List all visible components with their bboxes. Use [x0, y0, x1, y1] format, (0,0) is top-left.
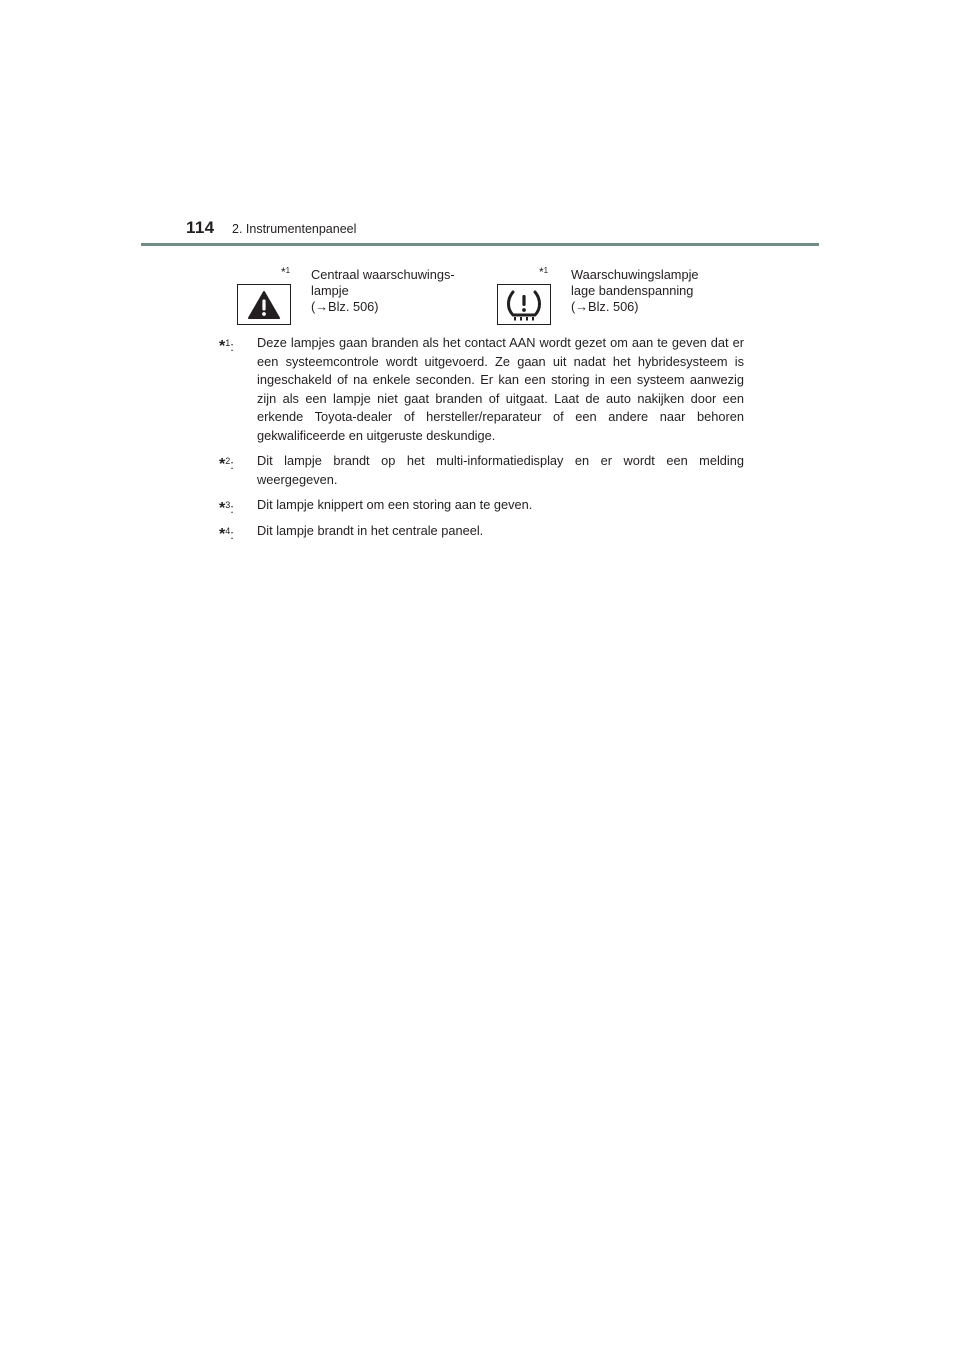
header-rule — [141, 243, 819, 246]
footnote-4 — [219, 522, 744, 541]
footnote-text: Dit lampje brandt op het multi-informatiedisplay en er wordt een melding weergegeven. — [257, 453, 744, 487]
footnote-1 — [219, 334, 744, 445]
footnote-marker: *$^4$: — [219, 525, 234, 543]
chapter-title: 2. Instrumentenpaneel — [232, 222, 357, 236]
footnote-marker: *$^1$: — [219, 338, 234, 355]
lamp-entry-tire-pressure — [497, 264, 747, 330]
page-reference: (→Blz. 506) — [311, 299, 379, 314]
tire-pressure-warning-icon — [497, 284, 551, 325]
footnote-marker: *$^2$: — [219, 456, 234, 473]
footnote-3 — [219, 496, 744, 515]
page-reference: (→Blz. 506) — [571, 299, 639, 314]
footnote-text: Deze lampjes gaan branden als het contact AAN wordt gezet om aan te geven dat er een systeemcontrole wordt uitgevoerd. Ze gaan uit nadat het hybridesysteem is ingeschakeld of na enkele seconden. Er kan een storing in een systeem aanwezig zijn als een lampje niet gaat branden of uitgaat. Laat de auto nakijken door een erkende Toyota-dealer of hersteller/reparateur of een andere naar behoren gekwalificeerde en uitgeruste deskundige. — [257, 335, 744, 443]
lamp-marker: $*_1$ — [539, 265, 549, 279]
footnote-text: Dit lampje knippert om een storing aan te geven. — [257, 497, 533, 512]
footnotes — [219, 334, 744, 547]
page-number: 114 — [186, 218, 215, 237]
warning-triangle-icon — [237, 284, 291, 325]
footnote-2 — [219, 452, 744, 489]
lamp-marker: $*_1$ — [281, 265, 291, 279]
lamp-label: Waarschuwingslampje lage bandenspanning (→Blz. 506) — [571, 267, 746, 315]
lamp-label: Centraal waarschuwings- lampje (→Blz. 506) — [311, 267, 486, 315]
footnote-marker: *$^3$: — [219, 500, 234, 517]
lamp-entry-central-warning — [237, 264, 487, 330]
footnote-text: Dit lampje brandt in het centrale paneel. — [257, 522, 484, 538]
